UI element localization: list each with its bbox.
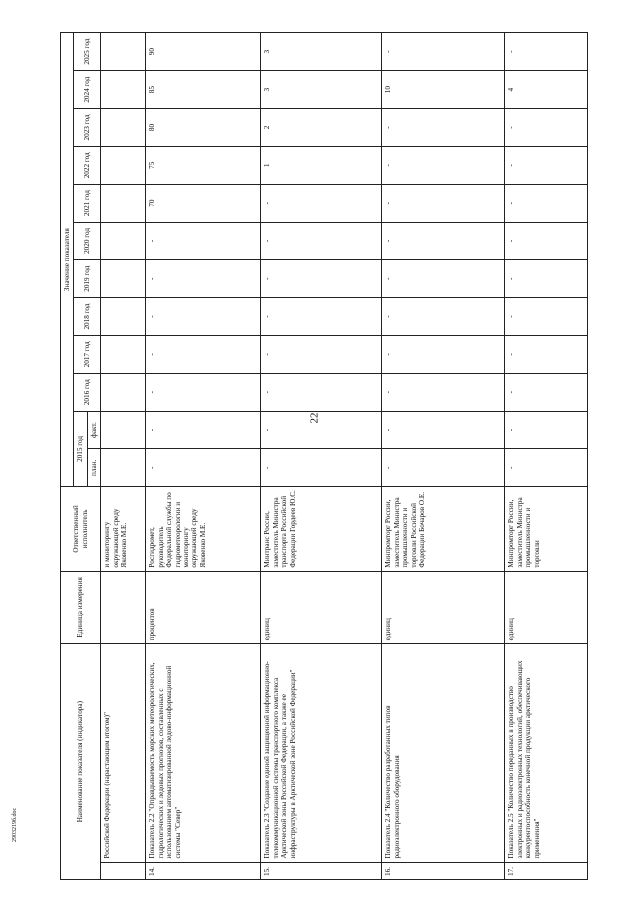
header-year: 2024 год [74, 71, 101, 109]
value-cell: - [505, 411, 588, 449]
value-cell: - [382, 449, 505, 487]
row-number [101, 862, 146, 879]
value-cell: 80 [146, 109, 261, 147]
value-cell: 90 [146, 33, 261, 71]
value-cell: 75 [146, 146, 261, 184]
value-cell [101, 373, 146, 411]
rotated-table-block [60, 32, 600, 880]
value-cell [101, 71, 146, 109]
unit-cell [101, 571, 146, 644]
responsible-cell: и мониторингу окружающей среду Яковенко М.Е. [101, 487, 146, 571]
header-2015: 2015 год [74, 411, 87, 487]
value-cell [101, 449, 146, 487]
value-cell: - [382, 411, 505, 449]
indicators-table [60, 32, 588, 880]
value-cell: - [382, 335, 505, 373]
value-cell: - [382, 146, 505, 184]
value-cell: - [261, 335, 382, 373]
value-cell: - [146, 298, 261, 336]
header-year: 2018 год [74, 298, 101, 336]
value-cell: - [261, 411, 382, 449]
value-cell: 2 [261, 109, 382, 147]
value-cell: - [261, 298, 382, 336]
value-cell: - [505, 33, 588, 71]
value-cell: - [146, 411, 261, 449]
value-cell: - [261, 373, 382, 411]
indicator-name: Российской Федерации (нарастающим итогом)" [101, 644, 146, 862]
value-cell: 70 [146, 184, 261, 222]
value-cell: - [505, 335, 588, 373]
value-cell: 3 [261, 33, 382, 71]
value-cell: - [261, 222, 382, 260]
header-fact: факт. [87, 411, 100, 449]
value-cell: - [505, 449, 588, 487]
row-number: 17. [505, 862, 588, 879]
value-cell [101, 335, 146, 373]
value-cell [101, 298, 146, 336]
table-row [382, 33, 505, 880]
header-year: 2019 год [74, 260, 101, 298]
unit-cell: процентов [146, 571, 261, 644]
value-cell: - [146, 373, 261, 411]
responsible-cell: Росгидромет, руководитель Федеральной службы по гидрометеорологии и мониторингу окружающей среду Яковенко М.Е. [146, 487, 261, 571]
value-cell: - [505, 298, 588, 336]
header-year: 2016 год [74, 373, 101, 411]
responsible-cell: Минтранс России, заместитель Министра транспорта Российской Федерации Гордеев Ю.С. [261, 487, 382, 571]
value-cell: 1 [261, 146, 382, 184]
row-number: 15. [261, 862, 382, 879]
page-number: 22 [308, 412, 321, 424]
row-number: 14. [146, 862, 261, 879]
value-cell: - [505, 146, 588, 184]
value-cell: - [146, 449, 261, 487]
value-cell: 3 [261, 71, 382, 109]
value-cell: - [505, 222, 588, 260]
value-cell: - [146, 260, 261, 298]
value-cell: - [261, 184, 382, 222]
footer-file-name: 2903219б.doc [12, 807, 18, 842]
header-value: Значение показателя [61, 33, 74, 487]
header-year: 2025 год [74, 33, 101, 71]
table-row [505, 33, 588, 880]
value-cell [101, 260, 146, 298]
value-cell: - [505, 260, 588, 298]
value-cell: - [505, 184, 588, 222]
value-cell: 10 [382, 71, 505, 109]
unit-cell: единиц [382, 571, 505, 644]
value-cell: - [261, 260, 382, 298]
value-cell: - [382, 109, 505, 147]
value-cell [101, 109, 146, 147]
header-unit: Единица измерения [61, 571, 101, 644]
indicator-name: Показатель 2.3 "Создание единой защищенной информационно-телекоммуникационной системы транспортного комплекса Арктической зоны Российской Федерации, а также ее инфраструктуры в Арктической зоне Российской Федерации" [261, 644, 382, 862]
value-cell [101, 33, 146, 71]
unit-cell: единиц [261, 571, 382, 644]
header-year: 2020 год [74, 222, 101, 260]
value-cell: - [382, 184, 505, 222]
table-row [146, 33, 261, 880]
header-year: 2021 год [74, 184, 101, 222]
header-name: Наименование показателя (индикатора) [61, 644, 101, 880]
value-cell: - [382, 33, 505, 71]
value-cell: - [382, 260, 505, 298]
indicator-name: Показатель 2.2 "Оправдываемость морских метеорологических, гидрологических и ледовых прогнозов, составленных с использованием автоматизированной ледово-информационной системы "Север" [146, 644, 261, 862]
value-cell [101, 222, 146, 260]
header-responsible: Ответственный исполнитель [61, 487, 101, 571]
indicator-name: Показатель 2.4 "Количество разработанных типов радиоэлектронного оборудования [382, 644, 505, 862]
table-row [261, 33, 382, 880]
value-cell: - [146, 222, 261, 260]
table-row [101, 33, 146, 880]
header-year: 2017 год [74, 335, 101, 373]
header-year: 2022 год [74, 146, 101, 184]
header-plan: план. [87, 449, 100, 487]
value-cell: 4 [505, 71, 588, 109]
responsible-cell: Минпромторг России, заместитель Министра промышленности и торговли [505, 487, 588, 571]
value-cell: - [261, 449, 382, 487]
value-cell [101, 411, 146, 449]
responsible-cell: Минпромторг России, заместитель Министра промышленности и торговли Российской Федерации Бочаров О.Е. [382, 487, 505, 571]
indicator-name: Показатель 2.5 "Количество переданных в производство электронных и радиоэлектронных технологий, обеспечивающих конкурентоспособность конечной продукции арктического применения" [505, 644, 588, 862]
unit-cell: единиц [505, 571, 588, 644]
value-cell: 85 [146, 71, 261, 109]
value-cell [101, 184, 146, 222]
header-year: 2023 год [74, 109, 101, 147]
value-cell: - [382, 298, 505, 336]
value-cell: - [505, 373, 588, 411]
value-cell [101, 146, 146, 184]
value-cell: - [146, 335, 261, 373]
value-cell: - [382, 373, 505, 411]
row-number: 16. [382, 862, 505, 879]
value-cell: - [382, 222, 505, 260]
value-cell: - [505, 109, 588, 147]
